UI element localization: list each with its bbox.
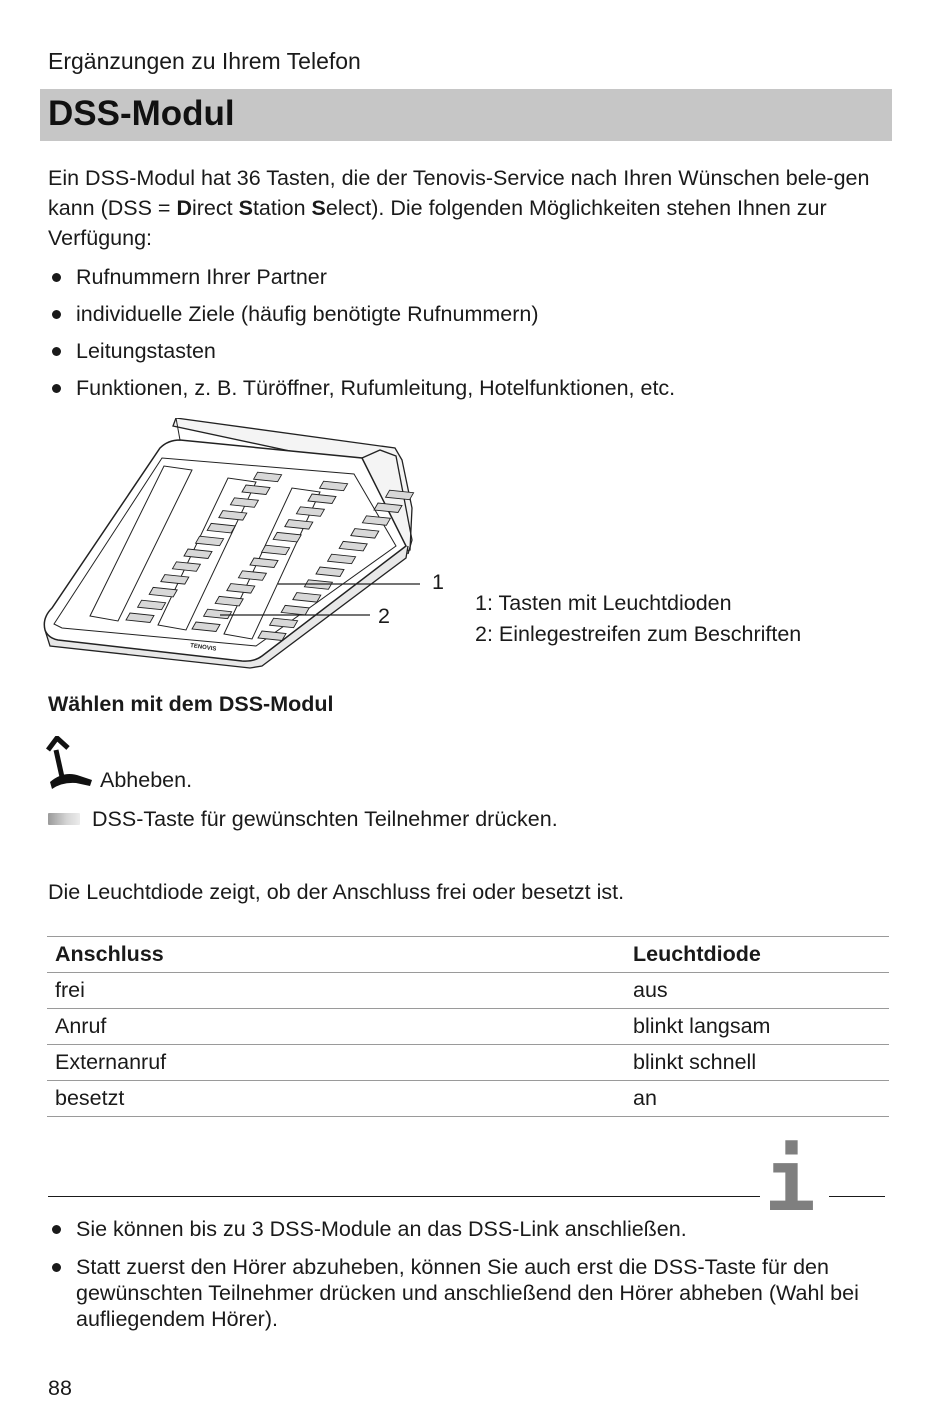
intro-bold-d: D	[176, 196, 192, 220]
intro-text-irect: irect	[192, 196, 239, 220]
table-cell: blinkt langsam	[625, 1009, 889, 1045]
bullet-icon	[52, 384, 61, 393]
notes-list	[48, 1216, 878, 1344]
brand-logo: TENOVIS	[189, 643, 217, 653]
note-text: Sie können bis zu 3 DSS-Module an das DSS-Link anschließen.	[76, 1217, 687, 1241]
bullet-icon	[52, 1225, 61, 1234]
intro-bold-s2: S	[311, 196, 326, 220]
bullet-icon	[52, 310, 61, 319]
table-row	[47, 1081, 889, 1117]
dss-module-illustration	[40, 418, 460, 676]
intro-text-2: elect). Die folgenden Möglichkeiten stehen Ihnen zur Verfügung:	[48, 196, 827, 250]
intro-text-1: Ein DSS-Modul hat 36 Tasten, die der Tenovis-Service nach Ihren Wünschen bele-gen kann (DSS =	[48, 166, 870, 220]
table-lead-text: Die Leuchtdiode zeigt, ob der Anschluss frei oder besetzt ist.	[48, 880, 625, 904]
section-heading: Wählen mit dem DSS-Modul	[48, 692, 334, 716]
page-number: 88	[48, 1376, 72, 1400]
handset-lift-icon	[46, 736, 98, 790]
column-header-leuchtdiode: Leuchtdiode	[625, 937, 889, 973]
list-item-text: individuelle Ziele (häufig benötigte Rufnummern)	[76, 302, 539, 326]
intro-paragraph	[48, 163, 878, 253]
table-cell: Externanruf	[47, 1045, 625, 1081]
table-header-row	[47, 937, 889, 973]
figure-legend	[475, 588, 801, 650]
table-row	[47, 973, 889, 1009]
step-press-text: DSS-Taste für gewünschten Teilnehmer drücken.	[92, 807, 558, 831]
table-row	[47, 1009, 889, 1045]
legend-item-2: 2: Einlegestreifen zum Beschriften	[475, 622, 802, 646]
step-lift-text: Abheben.	[100, 768, 193, 792]
list-item	[48, 262, 908, 299]
list-item-text: Leitungstasten	[76, 339, 216, 363]
table-cell: besetzt	[47, 1081, 625, 1117]
list-item-text: Rufnummern Ihrer Partner	[76, 265, 327, 289]
table-row	[47, 1045, 889, 1081]
page-header: Ergänzungen zu Ihrem Telefon	[48, 48, 361, 74]
options-list	[48, 262, 908, 410]
marker-2: 2	[378, 604, 390, 628]
marker-1: 1	[432, 570, 444, 594]
list-item	[48, 299, 908, 336]
info-icon: i	[764, 1131, 816, 1231]
intro-text-tation: tation	[252, 196, 312, 220]
info-divider-left	[48, 1196, 760, 1197]
legend-item-1: 1: Tasten mit Leuchtdioden	[475, 591, 732, 615]
table-cell: an	[625, 1081, 889, 1117]
page-title: DSS-Modul	[48, 94, 235, 133]
column-header-anschluss: Anschluss	[47, 937, 625, 973]
intro-bold-s1: S	[238, 196, 253, 220]
info-divider-right	[829, 1196, 885, 1197]
list-item	[48, 373, 908, 410]
table-cell: frei	[47, 973, 625, 1009]
status-table	[47, 936, 889, 1117]
list-item	[48, 1216, 878, 1242]
note-text: Statt zuerst den Hörer abzuheben, können Sie auch erst die DSS-Taste für den gewünschten Teilnehmer drücken und anschließend den Hörer abheben (Wahl bei aufliegendem Hörer).	[76, 1255, 859, 1331]
bullet-icon	[52, 1263, 61, 1272]
table-cell: aus	[625, 973, 889, 1009]
list-item	[48, 336, 908, 373]
table-cell: blinkt schnell	[625, 1045, 889, 1081]
list-item-text: Funktionen, z. B. Türöffner, Rufumleitung, Hotelfunktionen, etc.	[76, 376, 676, 400]
bullet-icon	[52, 273, 61, 282]
bullet-icon	[52, 347, 61, 356]
table-cell: Anruf	[47, 1009, 625, 1045]
list-item	[48, 1254, 878, 1332]
dss-key-icon	[48, 813, 80, 825]
